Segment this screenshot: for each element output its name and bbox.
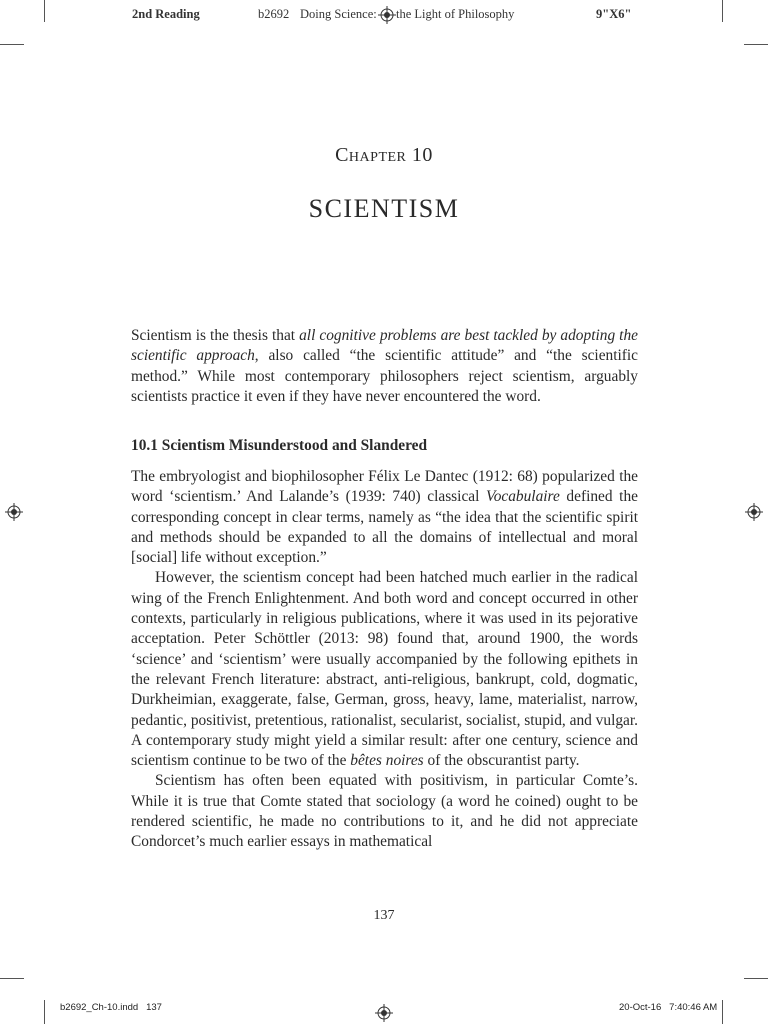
paragraph-text: Scientism has often been equated with positivism, in particular Comte’s. While it is true that Comte stated that sociology (a word he coined) ought to be rendered scientific, he made no contributions to it, and he did not appreciate Condorcet’s much earlier essays in mathematical: [131, 772, 638, 851]
paragraph: [131, 771, 638, 852]
registration-mark-icon: [745, 503, 763, 521]
paragraph: [131, 467, 638, 568]
registration-mark-icon: [5, 503, 23, 521]
header-book-title-end: the Light of Philosophy: [396, 7, 515, 21]
header-book-code: b2692: [258, 7, 290, 21]
crop-mark: [0, 978, 24, 979]
intro-emphasis: all cognitive problems are best tackled by adopting the scientific approach: [131, 327, 638, 365]
paragraph-emphasis: bêtes noires: [350, 752, 424, 770]
header-book-title-start: Doing Science:: [300, 7, 377, 21]
intro-text: , also called “the scientific attitude” and “the scientific method.” While most contemporary philosophers reject scientism, arguably scientists practice it even if they have never encountered the word.: [131, 347, 638, 405]
paragraph-text: of the obscurantist party.: [423, 752, 580, 770]
registration-mark-icon: [375, 1004, 393, 1022]
chapter-title: SCIENTISM: [308, 194, 460, 223]
chapter-number: 10: [411, 144, 433, 166]
crop-mark: [44, 1000, 45, 1024]
header-reading: 2nd Reading: [132, 7, 200, 21]
paragraph-emphasis: Vocabulaire: [486, 488, 560, 506]
registration-mark-icon: [378, 6, 396, 24]
slug-date: 20-Oct-16 7:40:46 AM: [619, 1002, 718, 1013]
paragraph-text: However, the scientism concept had been hatched much earlier in the radical wing of the French Enlightenment. And both word and concept occurred in other contexts, particularly in religious publications, where it was used in its pejorative acceptation. Peter Schöttler (2013: 98) found that, around 1900, the words ‘science’ and ‘scientism’ were usually accompanied by the following epithets in the relevant French literature: abstract, anti-religious, bankrupt, cold, dogmatic, Durkheimian, exaggerate, false, German, gross, heavy, lame, materialist, narrow, pedantic, positivist, pretentious, rationalist, secularist, socialist, stupid, and vulgar. A contemporary study might yield a similar result: after one century, science and scientism continue to be two of the: [131, 569, 638, 770]
section-heading: 10.1 Scientism Misunderstood and Slandered: [131, 437, 428, 454]
paragraph: [131, 568, 638, 771]
slug-file: b2692_Ch-10.indd 137: [60, 1002, 162, 1013]
chapter-word: Chapter: [335, 144, 407, 166]
intro-text: Scientism is the thesis that: [131, 327, 300, 344]
crop-mark: [722, 1000, 723, 1024]
crop-mark: [722, 0, 723, 22]
crop-mark: [0, 44, 24, 45]
paragraph-text: The embryologist and biophilosopher Félix Le Dantec (1912: 68) popularized the word ‘scientism.’ And Lalande’s (1939: 740) classical: [131, 468, 638, 506]
section-body: [131, 467, 638, 853]
crop-mark: [744, 978, 768, 979]
intro-paragraph: [131, 326, 638, 407]
page-number: 137: [373, 908, 395, 923]
crop-mark: [44, 0, 45, 22]
chapter-label: [0, 144, 768, 167]
paragraph-text: defined the corresponding concept in clear terms, namely as “the idea that the scientific spirit and methods should be expanded to all the domains of intellectual and moral [social] life without exception.”: [131, 488, 638, 567]
crop-mark: [744, 44, 768, 45]
header-trim-size: 9"X6": [596, 7, 632, 21]
